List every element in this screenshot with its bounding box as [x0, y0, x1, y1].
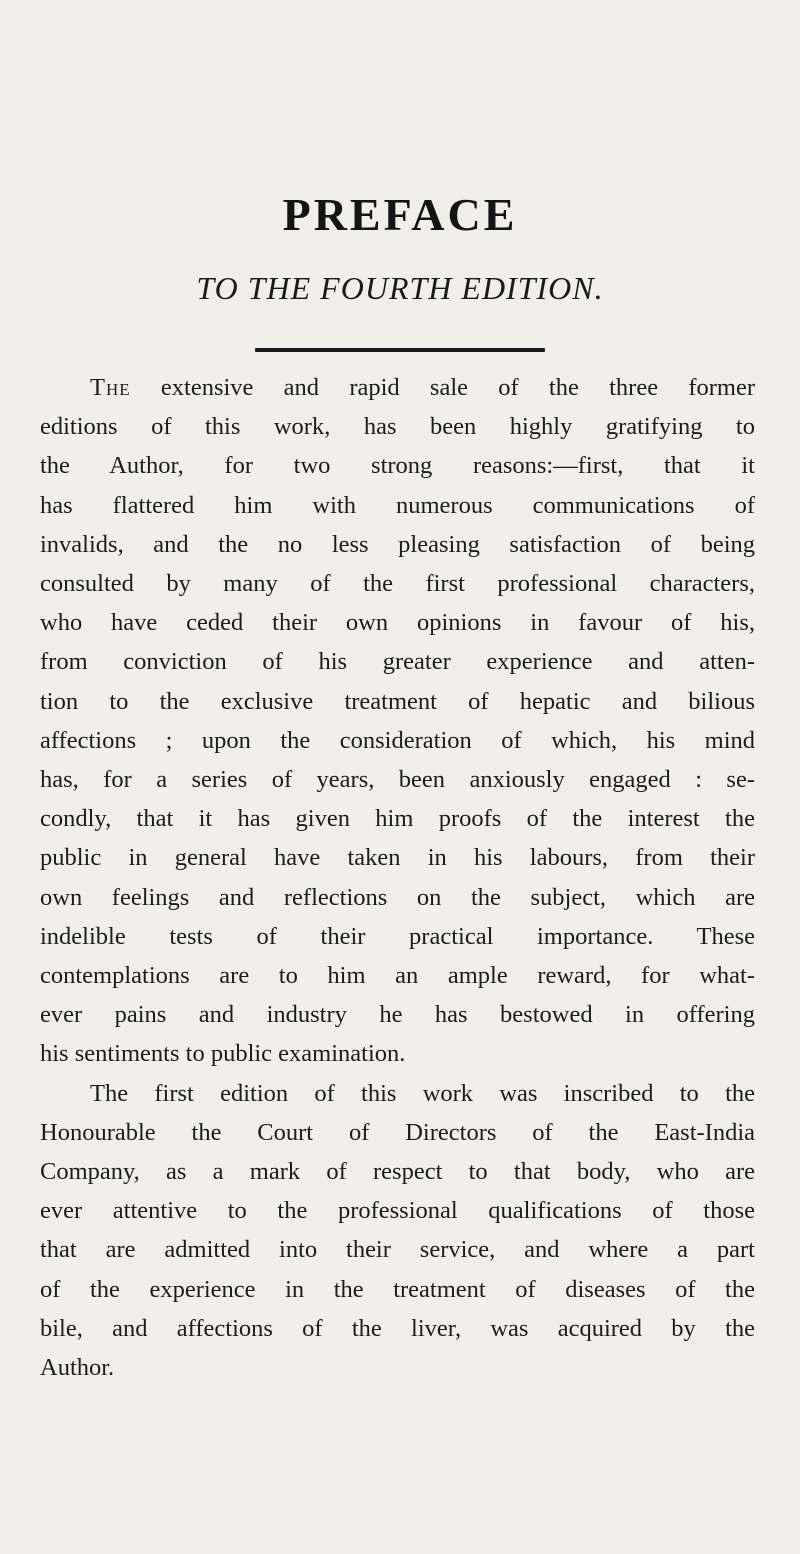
text-line: consulted by many of the first professional characters,	[40, 570, 755, 598]
drop-word: The	[90, 374, 131, 401]
text-line: tion to the exclusive treatment of hepatic and bilious	[40, 687, 755, 715]
page-title: PREFACE	[282, 189, 518, 240]
text-line: bile, and affections of the liver, was acquired by the	[40, 1314, 755, 1342]
text-line: the Author, for two strong reasons:—first, that it	[40, 452, 755, 480]
text-line: affections ; upon the consideration of which, his mind	[40, 726, 755, 754]
text-line: ever pains and industry he has bestowed in offering	[40, 1001, 755, 1029]
text-line: The extensive and rapid sale of the three former	[90, 374, 755, 401]
decorative-rule	[255, 348, 545, 352]
text-line: Honourable the Court of Directors of the East-India	[40, 1118, 755, 1146]
text-line: who have ceded their own opinions in favour of his,	[40, 609, 755, 637]
text-line: The first edition of this work was inscribed to the	[90, 1079, 755, 1107]
text-line: his sentiments to public examination.	[40, 1040, 406, 1068]
text-line: contemplations are to him an ample reward, for what-	[40, 962, 755, 990]
text-line: invalids, and the no less pleasing satisfaction of being	[40, 530, 755, 558]
text-line: own feelings and reflections on the subject, which are	[40, 883, 755, 911]
text-line: that are admitted into their service, and where a part	[40, 1236, 755, 1264]
text-line: from conviction of his greater experience and atten-	[40, 648, 755, 676]
text-line: ever attentive to the professional qualifications of those	[40, 1197, 755, 1225]
text-line: of the experience in the treatment of diseases of the	[40, 1275, 755, 1303]
text-line: indelible tests of their practical importance. These	[40, 922, 755, 950]
text-line: public in general have taken in his labours, from their	[40, 844, 755, 872]
text-line: Author.	[40, 1354, 115, 1382]
text-line: condly, that it has given him proofs of the interest the	[40, 805, 755, 833]
text-line: has flattered him with numerous communications of	[40, 491, 755, 519]
text-line: Company, as a mark of respect to that body, who are	[40, 1158, 755, 1186]
text-line: has, for a series of years, been anxiously engaged : se-	[40, 766, 755, 794]
page-subtitle: TO THE FOURTH EDITION.	[196, 270, 604, 306]
body-text	[40, 368, 755, 1387]
text-line: editions of this work, has been highly gratifying to	[40, 413, 755, 441]
